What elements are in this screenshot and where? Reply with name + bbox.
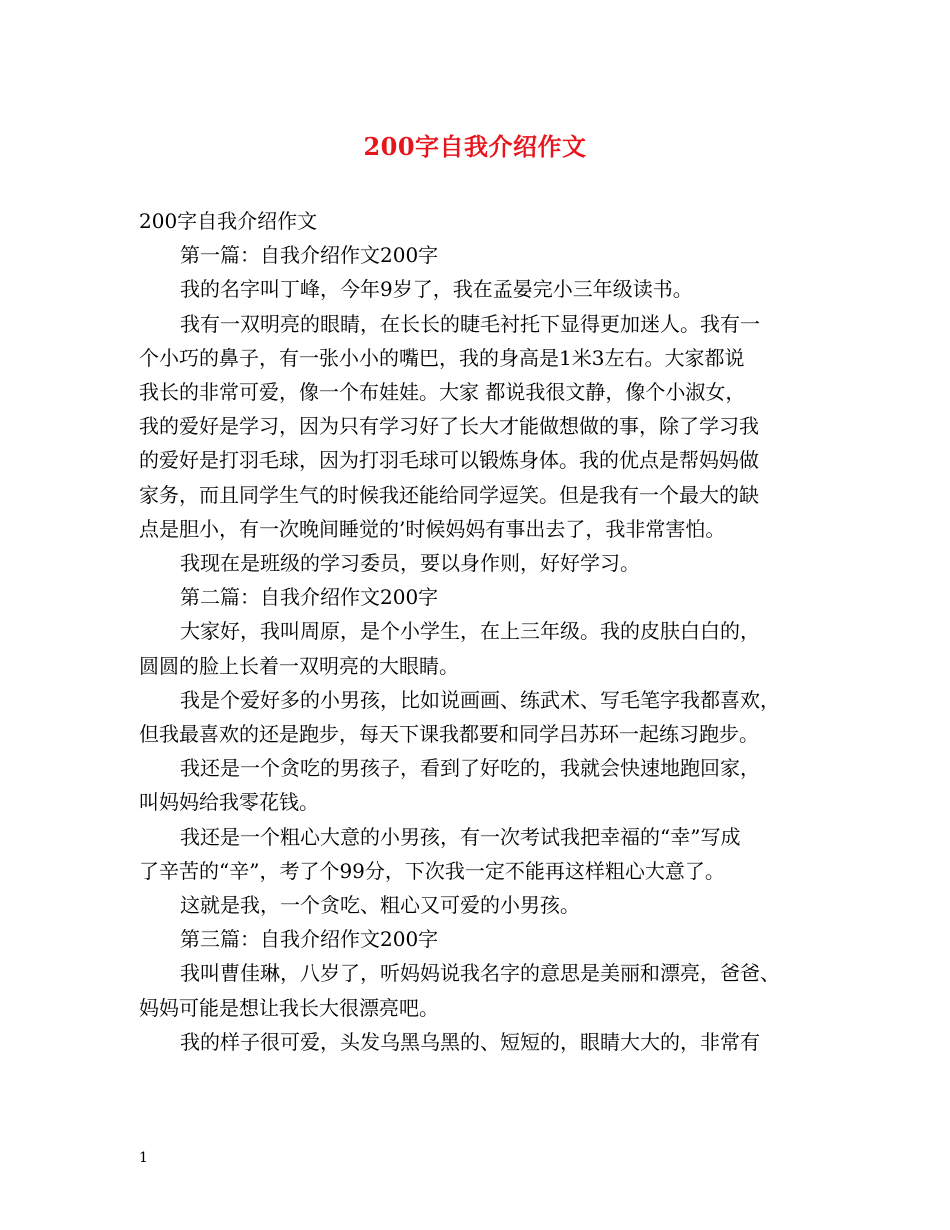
body-line: 叫妈妈给我零花钱。: [139, 790, 319, 815]
body-line: 第二篇：自我介绍作文200字: [180, 585, 439, 610]
body-line: 我是个爱好多的小男孩，比如说画画、练武术、写毛笔字我都喜欢，: [180, 687, 780, 712]
body-line: 妈妈可能是想让我长大很漂亮吧。: [139, 995, 439, 1020]
document-body: [139, 204, 819, 1059]
page-number: 1: [139, 1150, 148, 1166]
body-line: 大家好，我叫周原，是个小学生，在上三年级。我的皮肤白白的，: [180, 619, 760, 644]
body-line: 这就是我，一个贪吃、粗心又可爱的小男孩。: [180, 893, 580, 918]
body-line: 第三篇：自我介绍作文200字: [180, 927, 439, 952]
body-line: 我还是一个粗心大意的小男孩，有一次考试我把幸福的“幸”写成: [180, 824, 741, 849]
body-line: 第一篇：自我介绍作文200字: [180, 243, 439, 268]
body-line: 点是胆小，有一次晚间睡觉的’时候妈妈有事出去了，我非常害怕。: [139, 516, 726, 541]
document-title: 200字自我介绍作文: [363, 132, 587, 161]
body-line: 200字自我介绍作文: [139, 209, 318, 233]
body-line: 我现在是班级的学习委员，要以身作则，好好学习。: [180, 551, 640, 576]
body-line: 个小巧的鼻子，有一张小小的嘴巴，我的身高是1米3左右。大家都说: [139, 345, 745, 370]
body-line: 我有一双明亮的眼睛，在长长的睫毛衬托下显得更加迷人。我有一: [180, 311, 760, 336]
body-line: 的爱好是打羽毛球，因为打羽毛球可以锻炼身体。我的优点是帮妈妈做: [139, 448, 759, 473]
body-line: 我的名字叫丁峰，今年9岁了，我在孟晏完小三年级读书。: [180, 277, 693, 302]
body-line: 我长的非常可爱，像一个布娃娃。大家 都说我很文静，像个小淑女，: [139, 380, 746, 405]
body-line: 我还是一个贪吃的男孩子，看到了好吃的，我就会快速地跑回家，: [180, 756, 760, 781]
body-line: 我的样子很可爱，头发乌黑乌黑的、短短的，眼睛大大的，非常有: [180, 1029, 760, 1054]
body-line: 但我最喜欢的还是跑步，每天下课我都要和同学吕苏环一起练习跑步。: [139, 722, 759, 747]
body-line: 了辛苦的“辛”，考了个99分，下次我一定不能再这样粗心大意了。: [139, 858, 725, 883]
body-line: 我叫曹佳琳，八岁了，听妈妈说我名字的意思是美丽和漂亮，爸爸、: [180, 961, 780, 986]
body-line: 家务，而且同学生气的时候我还能给同学逗笑。但是我有一个最大的缺: [139, 482, 759, 507]
body-line: 我的爱好是学习，因为只有学习好了长大才能做想做的事，除了学习我: [139, 414, 759, 439]
body-line: 圆圆的脸上长着一双明亮的大眼睛。: [139, 653, 459, 678]
